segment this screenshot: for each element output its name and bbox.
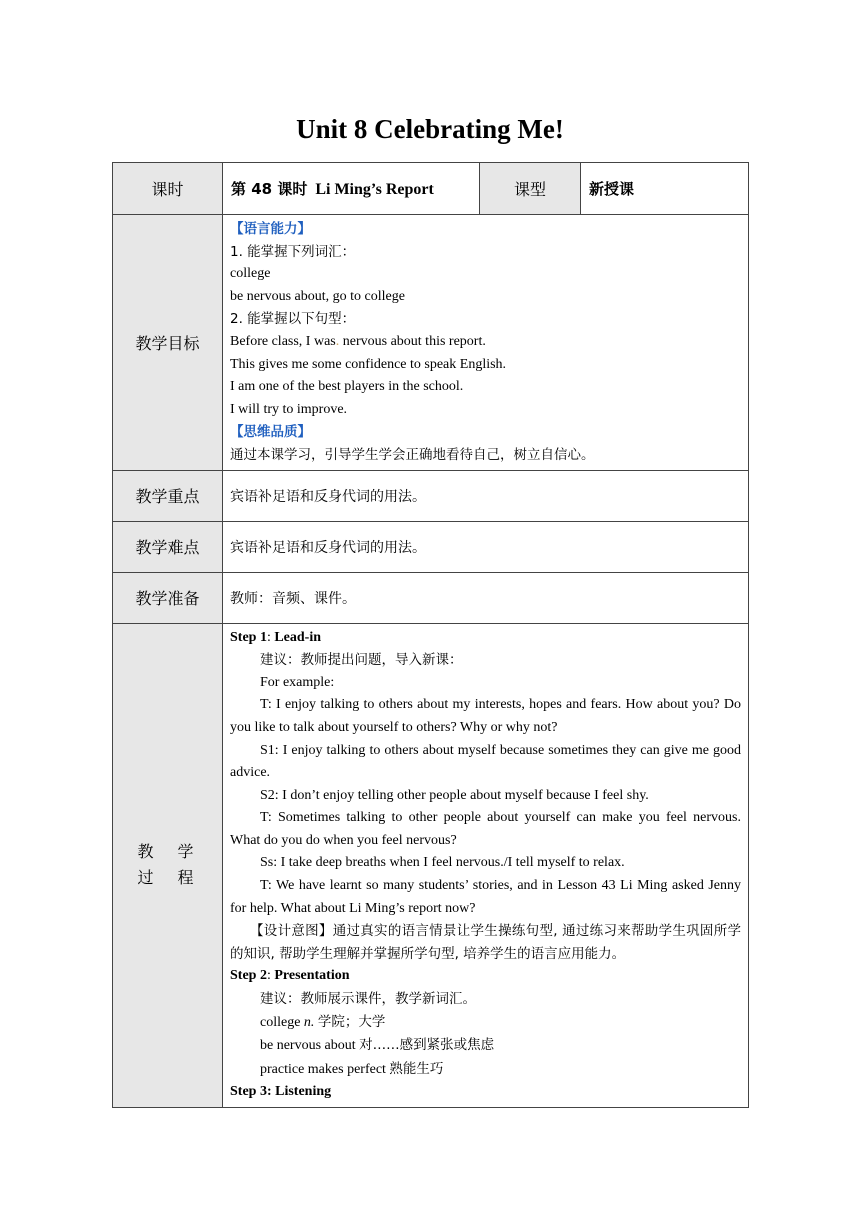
objective-item-1: 1. 能掌握下列词汇： [230, 243, 356, 260]
process-row [113, 623, 749, 1107]
vocab-practice [230, 1058, 741, 1082]
lesson-name: Li Ming’s Report [315, 181, 434, 198]
difficult-points-text: 宾语补足语和反身代词的用法。 [223, 521, 749, 572]
vocab-college-meaning: 学院；大学 [317, 1013, 386, 1030]
design-intent: 【设计意图】通过真实的语言情景让学生操练句型, 通过练习来帮助学生巩固所学的知识, 帮助学生理解并掌握所学句型, 培养学生的语言应用能力。 [230, 923, 741, 962]
vocab-nervous-phrase: be nervous about [260, 1038, 356, 1054]
type-label: 课型 [480, 163, 581, 215]
vocab-practice-phrase: practice makes perfect [260, 1061, 386, 1077]
thinking-quality-text: 通过本课学习，引导学生学会正确地看待自己，树立自信心。 [230, 446, 595, 463]
difficult-points-label: 教学难点 [113, 521, 223, 572]
vocab-college-pos: n. [303, 1014, 315, 1030]
sentence-3: I am one of the best players in the school. [230, 379, 464, 395]
step-1-title: Step 1 [230, 629, 267, 645]
period-number: 第 48 课时 [231, 180, 308, 198]
vocab-practice-meaning: 熟能生巧 [389, 1060, 444, 1077]
header-row [113, 163, 749, 215]
step-2-suggestion: 建议：教师展示课件，教学新词汇。 [260, 991, 476, 1008]
period-label: 课时 [113, 163, 223, 215]
step-1-suggestion: 建议：教师提出问题，导入新课： [260, 652, 463, 669]
period-value [223, 163, 480, 215]
sentence-1-part-a: Before class, I was [230, 333, 336, 349]
document-title: Unit 8 Celebrating Me! [296, 114, 564, 144]
key-points-text: 宾语补足语和反身代词的用法。 [223, 470, 749, 521]
process-label [113, 623, 223, 1107]
thinking-quality-heading: 【思维品质】 [230, 424, 311, 441]
preparation-row [113, 572, 749, 623]
vocab-college [230, 1011, 741, 1035]
objectives-label: 教学目标 [113, 215, 223, 471]
step-2-name: Presentation [274, 968, 350, 984]
dialogue-ss: Ss: I take deep breaths when I feel nervous./I tell myself to relax. [260, 855, 625, 871]
dialogue-s2: S2: I don’t enjoy telling other people about myself because I feel shy. [260, 787, 649, 803]
stray-mark: . [335, 333, 340, 349]
objective-item-2: 2. 能掌握以下句型： [230, 311, 356, 328]
vocab-line-2: be nervous about, go to college [230, 288, 405, 304]
process-label-line-1: 教 学 [137, 842, 198, 862]
preparation-label: 教学准备 [113, 572, 223, 623]
key-points-row [113, 470, 749, 521]
sentence-4: I will try to improve. [230, 401, 348, 417]
dialogue-s1: S1: I enjoy talking to others about myself because sometimes they can give me good advice. [230, 742, 741, 781]
vocab-nervous [230, 1034, 741, 1058]
key-points-label: 教学重点 [113, 470, 223, 521]
type-value-text: 新授课 [589, 180, 635, 198]
vocab-line-1: college [230, 266, 271, 282]
objectives-content [223, 215, 749, 471]
difficult-points-row [113, 521, 749, 572]
objectives-row [113, 215, 749, 471]
step-1-example: For example: [260, 674, 335, 690]
step-1-name: Lead-in [274, 629, 322, 645]
lesson-plan-table [112, 162, 749, 1108]
sentence-1 [230, 331, 741, 354]
process-content [223, 623, 749, 1107]
process-label-line-2: 过 程 [137, 868, 198, 888]
sentence-2: This gives me some confidence to speak English. [230, 356, 507, 372]
preparation-text: 教师：音频、课件。 [223, 572, 749, 623]
step-2-title: Step 2 [230, 968, 267, 984]
dialogue-t3: T: We have learnt so many students’ stories, and in Lesson 43 Li Ming asked Jenny for help. What about Li Ming’s report now? [230, 878, 741, 916]
step-1-heading: Step 1: Lead-in [230, 629, 322, 645]
dialogue-t1: T: I enjoy talking to others about my interests, hopes and fears. How about you? Do you like to talk about yourself to others? Why or why not? [230, 697, 741, 735]
type-value [581, 163, 749, 215]
vocab-nervous-meaning: 对……感到紧张或焦虑 [359, 1037, 495, 1054]
vocab-college-word: college [260, 1014, 301, 1030]
step-2-heading: Step 2: Presentation [230, 968, 350, 984]
sentence-1-part-b: nervous about this report. [339, 333, 486, 349]
step-3-heading: Step 3: Listening [230, 1084, 332, 1100]
language-ability-heading: 【语言能力】 [230, 221, 311, 237]
dialogue-t2: T: Sometimes talking to other people about yourself can make you feel nervous. What do you do when you feel nervous? [230, 810, 741, 848]
